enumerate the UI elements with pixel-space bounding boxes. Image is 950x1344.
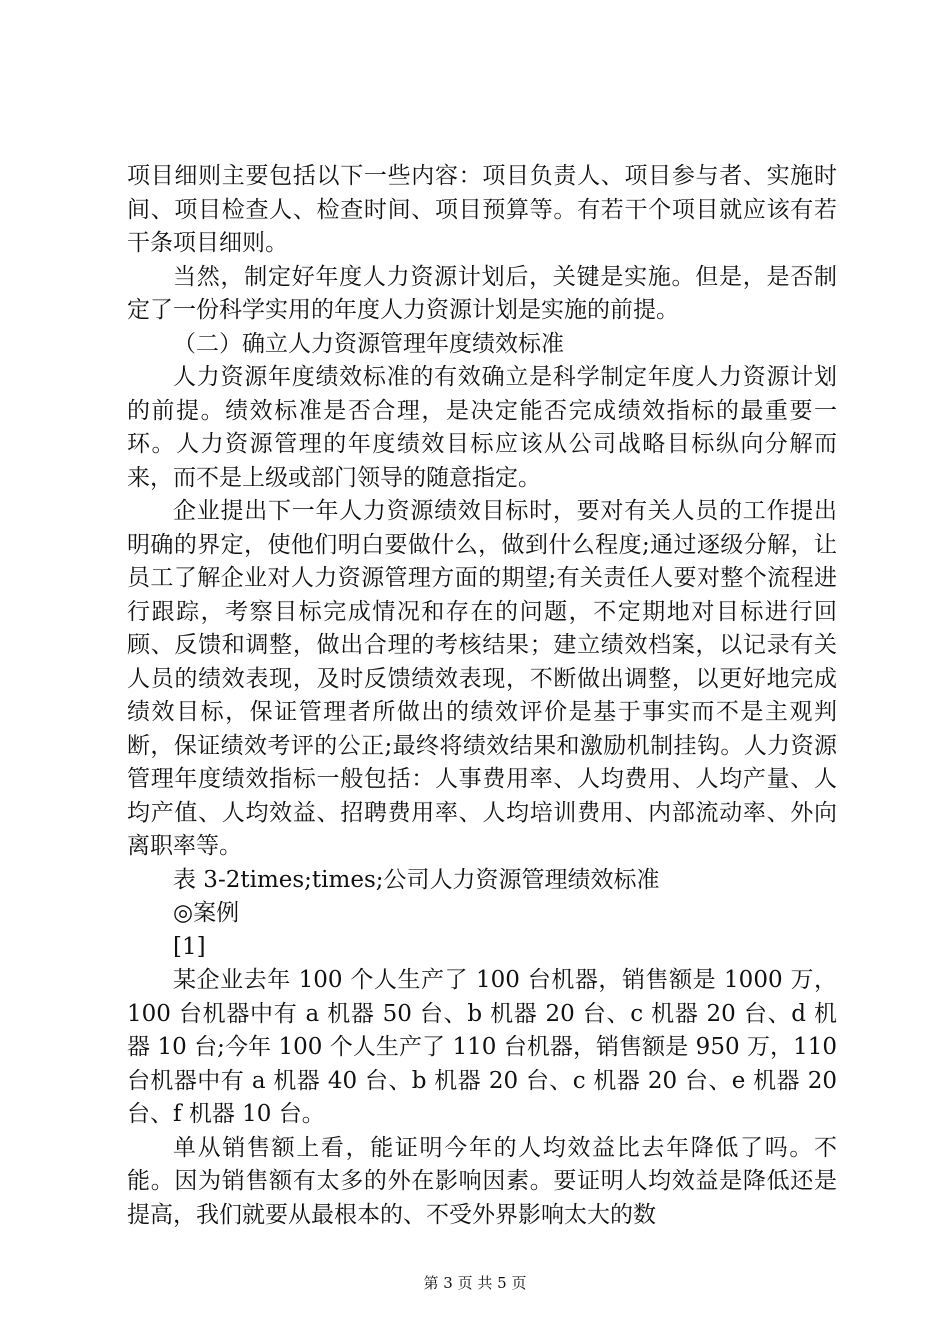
page-footer: 第 3 页 共 5 页 [423,1274,527,1292]
case-heading: ◎案例 [173,900,240,926]
paragraph-project-details: 项目细则主要包括以下一些内容：项目负责人、项目参与者、实施时间、项目检查人、检查时间、项目预算等。有若干个项目就应该有若干条项目细则。 [127,163,837,256]
table-caption: 表 3-2times;times;公司人力资源管理绩效标准 [173,866,660,893]
paragraph-case-example: 某企业去年 100 个人生产了 100 台机器，销售额是 1000 万，100 台机器中有 a 机器 50 台、b 机器 20 台、c 机器 20 台、d 机器 10 台;今年 100 个人生产了 110 台机器，销售额是 950 万，110 台机器中有 a 机器 40 台、b 机器 20 台、c 机器 20 台、e 机器 20 台、f 机器 10 台。 [127,967,837,1127]
paragraph-performance-goals: 企业提出下一年人力资源绩效目标时，要对有关人员的工作提出明确的界定，使他们明白要做什么，做到什么程度;通过逐级分解，让员工了解企业对人力资源管理方面的期望;有关责任人要对整个流程进行跟踪，考察目标完成情况和存在的问题，不定期地对目标进行回顾、反馈和调整，做出合理的考核结果；建立绩效档案，以记录有关人员的绩效表现，及时反馈绩效表现，不断做出调整，以更好地完成绩效目标，保证管理者所做出的绩效评价是基于事实而不是主观判断，保证绩效考评的公正;最终将绩效结果和激励机制挂钩。人力资源管理年度绩效指标一般包括：人事费用率、人均费用、人均产量、人均产值、人均效益、招聘费用率、人均培训费用、内部流动率、外向离职率等。 [127,498,837,859]
document-body [127,160,837,1232]
case-number: [1] [173,933,206,960]
paragraph-case-analysis: 单从销售额上看，能证明今年的人均效益比去年降低了吗。不能。因为销售额有太多的外在影响因素。要证明人均效益是降低还是提高，我们就要从最根本的、不受外界影响太大的数 [127,1134,837,1228]
paragraph-implementation: 当然，制定好年度人力资源计划后，关键是实施。但是，是否制定了一份科学实用的年度人力资源计划是实施的前提。 [127,263,837,323]
paragraph-performance-standard: 人力资源年度绩效标准的有效确立是科学制定年度人力资源计划的前提。绩效标准是否合理，是决定能否完成绩效指标的最重要一环。人力资源管理的年度绩效目标应该从公司战略目标纵向分解而来，而不是上级或部门领导的随意指定。 [127,364,837,491]
section-heading: （二）确立人力资源管理年度绩效标准 [173,330,564,357]
